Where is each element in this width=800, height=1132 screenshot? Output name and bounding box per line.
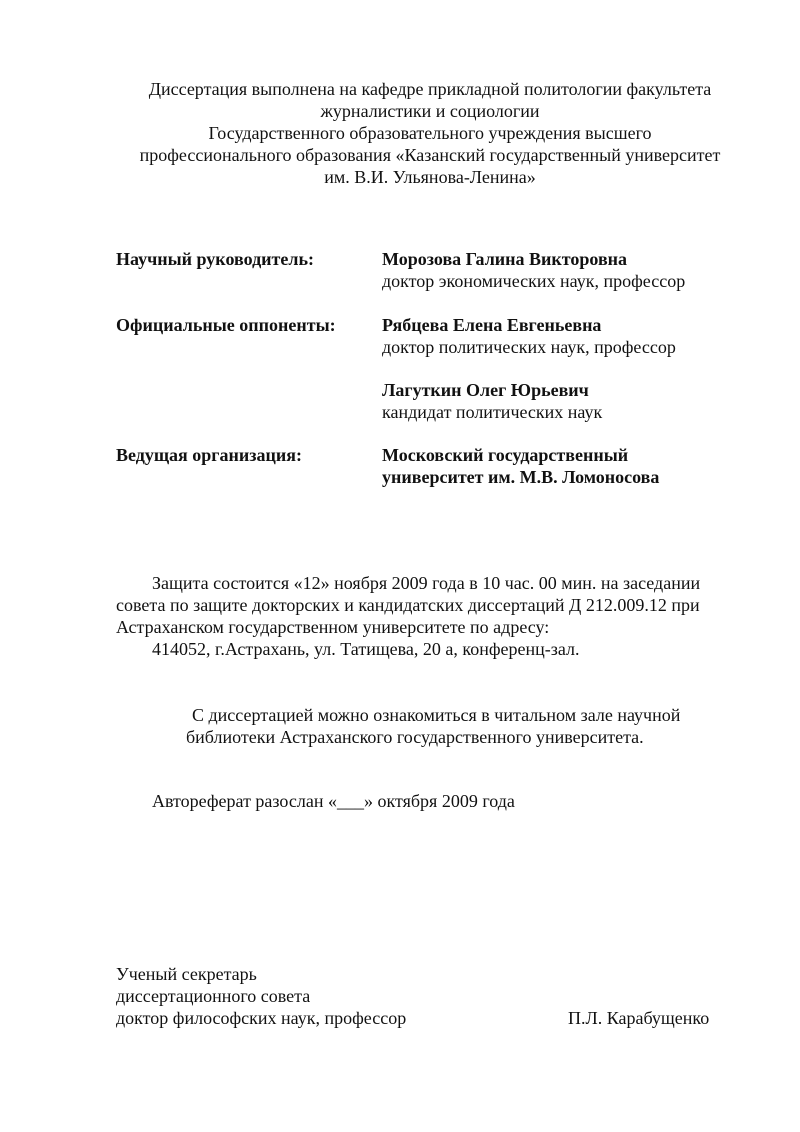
signature-line: доктор философских наук, профессор — [116, 1008, 407, 1028]
opponent-title: кандидат политических наук — [382, 402, 603, 422]
header-line: Диссертация выполнена на кафедре прикладной политологии факультета — [148, 79, 712, 99]
library-paragraph — [186, 704, 680, 748]
header-line: профессионального образования «Казанский государственный университет — [139, 145, 721, 165]
defense-paragraph — [116, 572, 700, 660]
defense-line: совета по защите докторских и кандидатских диссертаций Д 212.009.12 при — [116, 595, 700, 615]
signature-line: Ученый секретарь — [116, 964, 257, 984]
supervisor-label: Научный руководитель: — [116, 249, 314, 269]
supervisor-title: доктор экономических наук, профессор — [382, 271, 686, 291]
secretary-name: П.Л. Карабущенко — [568, 1008, 710, 1028]
abstract-sent-line: Автореферат разослан «___» октября 2009 года — [152, 791, 515, 811]
defense-line: Защита состоится «12» ноября 2009 года в 10 час. 00 мин. на заседании — [152, 573, 701, 593]
signature-block — [116, 963, 406, 1029]
institution-header — [100, 78, 760, 188]
library-line: С диссертацией можно ознакомиться в читальном зале научной — [192, 705, 681, 725]
opponents-label: Официальные оппоненты: — [116, 315, 336, 335]
header-line: журналистики и социологии — [320, 101, 540, 121]
opponent-name: Лагуткин Олег Юрьевич — [382, 380, 589, 400]
lead-org-name-line: университет им. М.В. Ломоносова — [382, 467, 660, 487]
defense-line: Астраханском государственном университете по адресу: — [116, 617, 550, 637]
lead-org-name-line: Московский государственный — [382, 445, 629, 465]
lead-org-label: Ведущая организация: — [116, 445, 302, 465]
opponent-title: доктор политических наук, профессор — [382, 337, 676, 357]
opponent-name: Рябцева Елена Евгеньевна — [382, 315, 602, 335]
defense-address: 414052, г.Астрахань, ул. Татищева, 20 а, конференц-зал. — [152, 639, 580, 659]
header-line: им. В.И. Ульянова-Ленина» — [324, 167, 536, 187]
signature-line: диссертационного совета — [116, 986, 311, 1006]
supervisor-name: Морозова Галина Викторовна — [382, 249, 628, 269]
header-line: Государственного образовательного учреждения высшего — [208, 123, 652, 143]
library-line: библиотеки Астраханского государственного университета. — [186, 727, 644, 747]
